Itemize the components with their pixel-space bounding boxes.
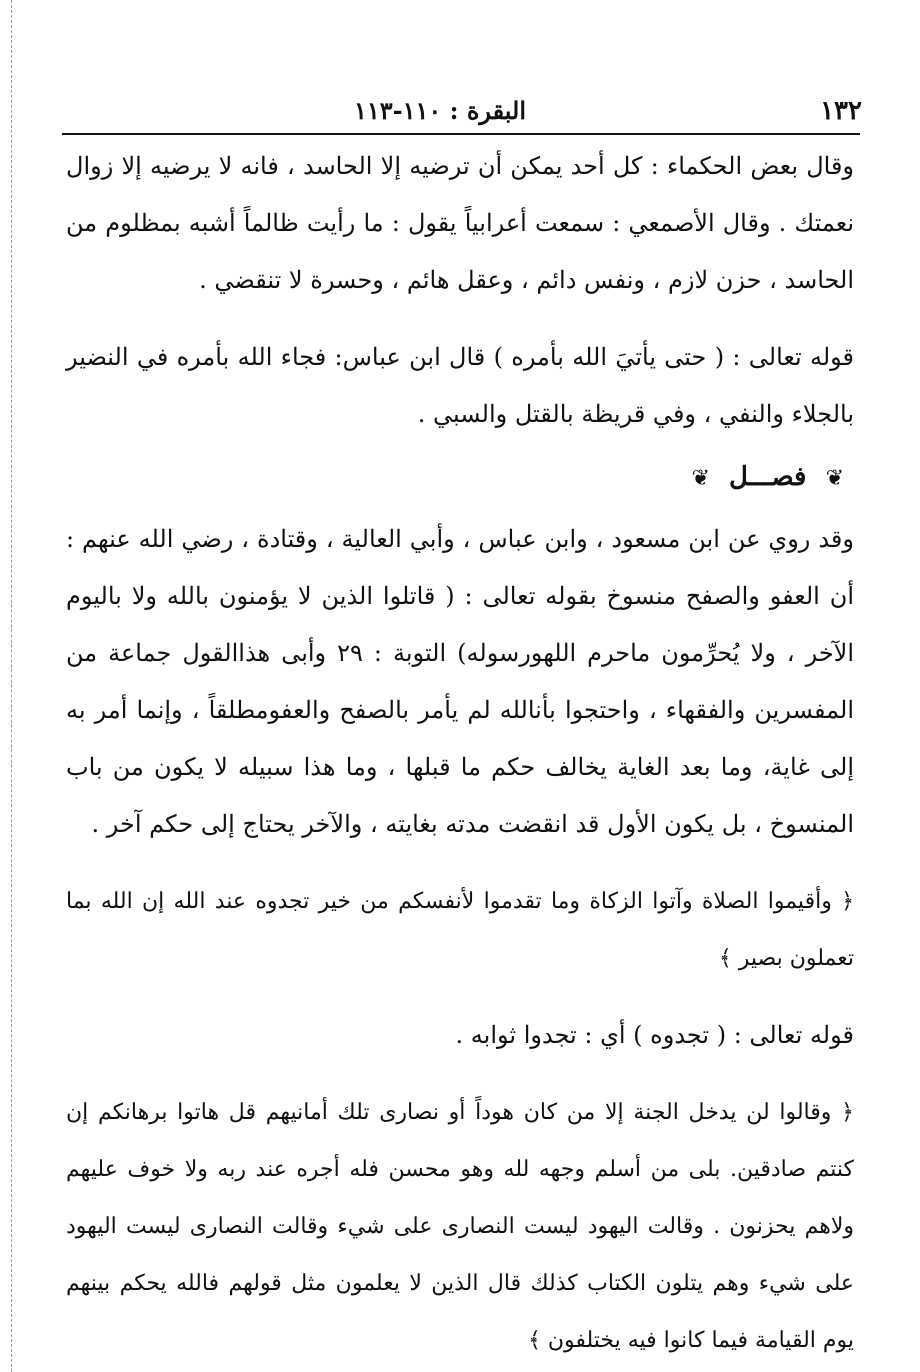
paragraph-hatta-yati: قوله تعالى : ( حتى يأتيَ الله بأمره ) قال ابن عباس: فجاء الله بأمره في النضير بالجلاء والنفي ، وفي قريظة بالقتل والسبي . bbox=[66, 343, 854, 428]
ayah-111-113: ﴿ وقالوا لن يدخل الجنة إلا من كان هوداً أو نصارى تلك أمانيهم قل هاتوا برهانكم إن كنتم صادقين. بلى من أسلم وجهه لله وهو محسن فله أجره عند ربه ولا خوف عليهم ولاهم يحزنون . وقالت اليهود ليست النصارى على شيء وقالت النصارى ليست اليهود على شيء وهم يتلون الكتاب كذلك قال الذين لا يعلمون مثل قولهم فالله يحكم بينهم يوم القيامة فيما كانوا فيه يختلفون ﴾ bbox=[66, 1100, 854, 1353]
right-ornament-icon: ❦ bbox=[825, 466, 844, 491]
page-number: ١٣٢ bbox=[820, 96, 862, 126]
section-heading bbox=[66, 443, 854, 511]
running-head: البقرة : ١١٠-١١٣ bbox=[353, 96, 527, 125]
ayah-110: ﴿ وأقيموا الصلاة وآتوا الزكاة وما تقدموا لأنفسكم من خير تجدوه عند الله إن الله بما تعملون بصير ﴾ bbox=[66, 889, 854, 971]
paragraph-hasid: وقال بعض الحكماء : كل أحد يمكن أن ترضيه إلا الحاسد ، فانه لا يرضيه إلا زوال نعمتك . وقال الأصمعي : سمعت أعرابياً يقول : ما رأيت ظالماً أشبه بمظلوم من الحاسد ، حزن لازم ، ونفس دائم ، وعقل هائم ، وحسرة لا تنقضي . bbox=[66, 152, 854, 294]
scan-edge-line bbox=[11, 0, 12, 1372]
header-rule bbox=[62, 133, 860, 135]
paragraph-tajiduhu: قوله تعالى : ( تجدوه ) أي : تجدوا ثوابه . bbox=[455, 1021, 854, 1049]
section-title: فصـــل bbox=[728, 462, 807, 492]
paragraph-naskh: وقد روي عن ابن مسعود ، وابن عباس ، وأبي العالية ، وقتادة ، رضي الله عنهم : أن العفو والصفح منسوخ بقوله تعالى : ( قاتلوا الذين لا يؤمنون بالله ولا باليوم الآخر ، ولا يُحرِّمون ماحرم اللهورسوله) التوبة : ٢٩ وأبى هذاالقول جماعة من المفسرين والفقهاء ، واحتجوا بأنالله لم يأمر بالصفح والعفومطلقاً ، وإنما أمر به إلى غاية، وما بعد الغاية يخالف حكم ما قبلها ، وما هذا سبيله لا يكون من باب المنسوخ ، بل يكون الأول قد انقضت مدته بغايته ، والآخر يحتاج إلى حكم آخر . bbox=[66, 525, 855, 838]
left-ornament-icon: ❦ bbox=[691, 466, 710, 491]
body-text bbox=[66, 138, 854, 1369]
